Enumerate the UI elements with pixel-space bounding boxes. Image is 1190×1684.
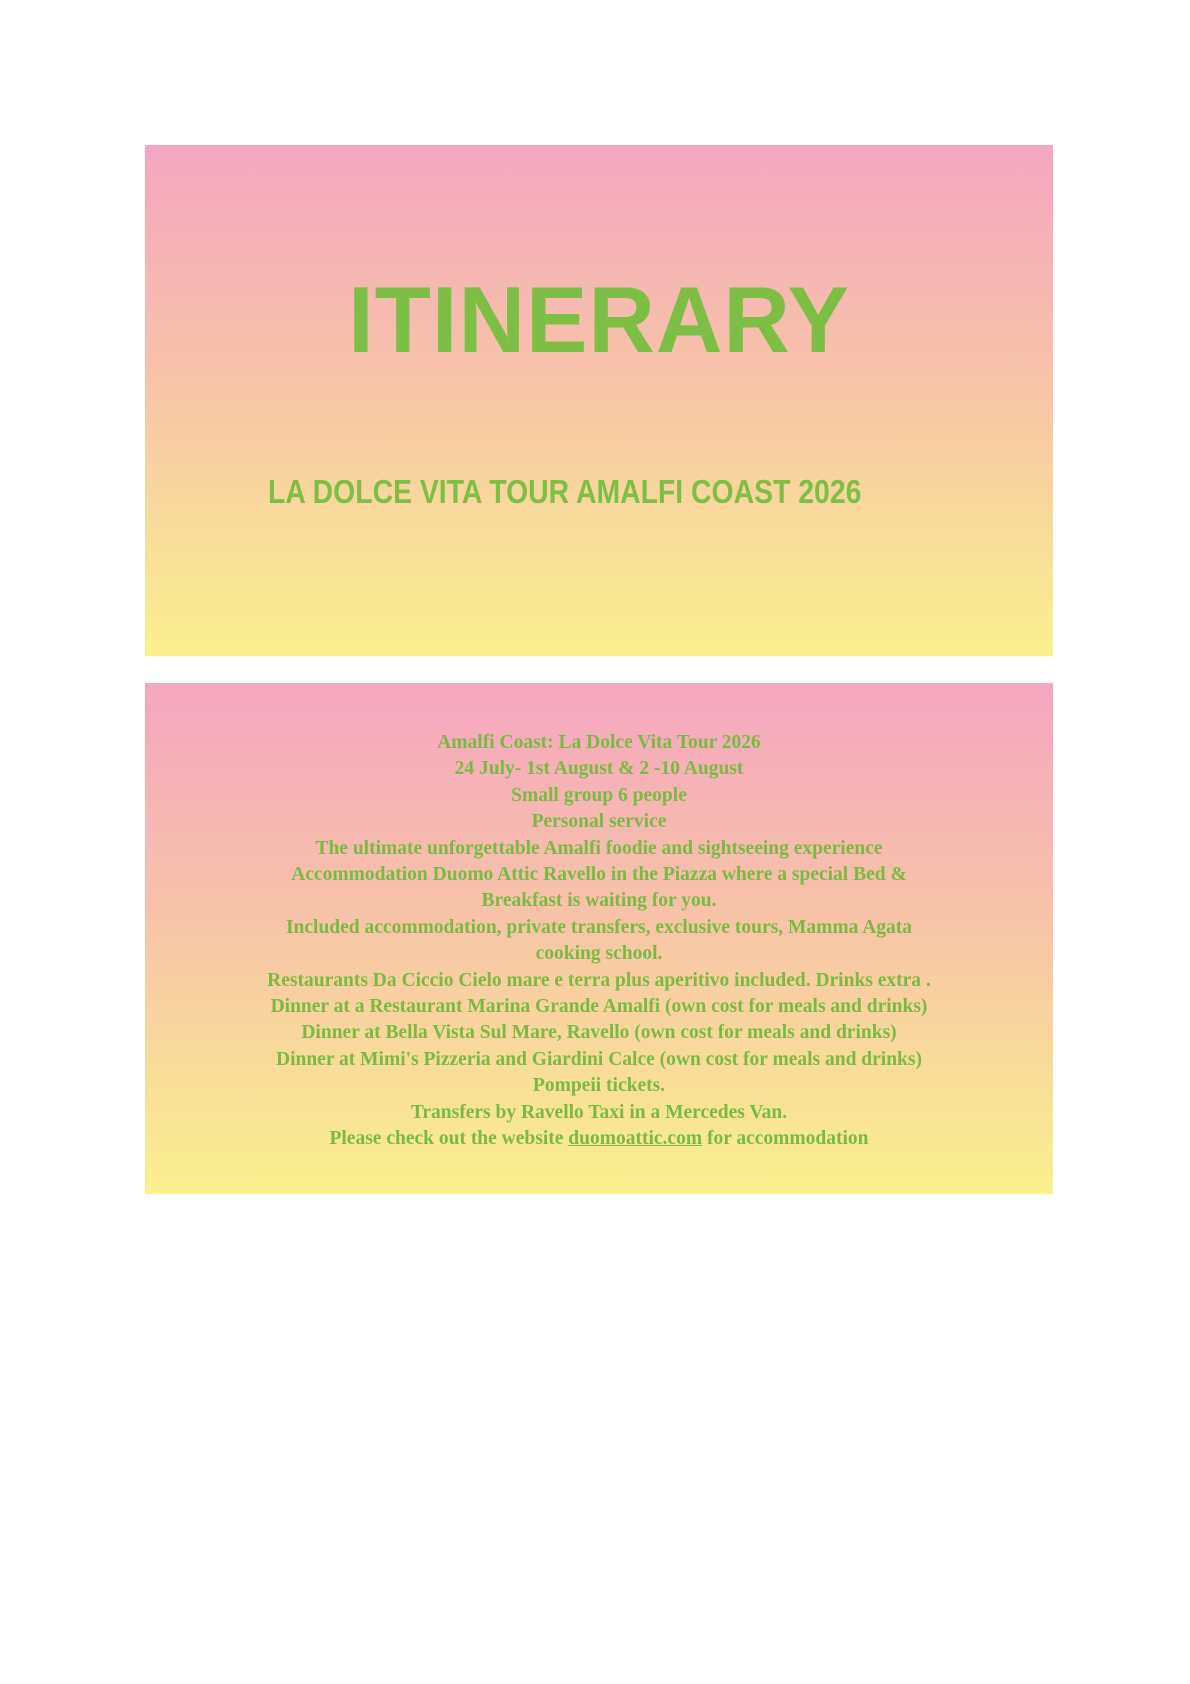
detail-line: Amalfi Coast: La Dolce Vita Tour 2026 [437, 732, 761, 753]
website-link[interactable]: duomoattic.com [568, 1128, 703, 1150]
detail-line: Transfers by Ravello Taxi in a Mercedes Van. [410, 1101, 788, 1123]
detail-line: Breakfast is waiting for you. [481, 890, 717, 912]
detail-line: Included accommodation, private transfers, exclusive tours, Mamma Agata [285, 916, 913, 938]
detail-line: Dinner at Bella Vista Sul Mare, Ravello (own cost for meals and drinks) [301, 1022, 897, 1044]
title-card [145, 145, 1053, 656]
detail-line: Personal service [531, 811, 667, 833]
website-suffix: for accommodation [702, 1128, 869, 1150]
tour-subheading: LA DOLCE VITA TOUR AMALFI COAST 2026 [268, 473, 862, 510]
detail-line: cooking school. [535, 943, 663, 965]
detail-line: Dinner at Mimi's Pizzeria and Giardini Calce (own cost for meals and drinks) [275, 1048, 922, 1070]
website-prefix: Please check out the website [329, 1128, 569, 1150]
detail-line: Small group 6 people [511, 784, 687, 806]
details-text [145, 730, 1053, 1153]
itinerary-heading: ITINERARY [348, 267, 850, 372]
website-line [145, 1126, 1053, 1152]
detail-line: Dinner at a Restaurant Marina Grande Amalfi (own cost for meals and drinks) [270, 996, 928, 1018]
detail-line: The ultimate unforgettable Amalfi foodie and sightseeing experience [315, 837, 883, 859]
detail-line: Restaurants Da Ciccio Cielo mare e terra plus aperitivo included. Drinks extra . [267, 969, 931, 991]
details-card [145, 683, 1053, 1194]
detail-line: Accommodation Duomo Attic Ravello in the Piazza where a special Bed & [291, 864, 907, 886]
detail-line: 24 July- 1st August & 2 -10 August [454, 758, 744, 780]
detail-line: Pompeii tickets. [532, 1075, 666, 1097]
